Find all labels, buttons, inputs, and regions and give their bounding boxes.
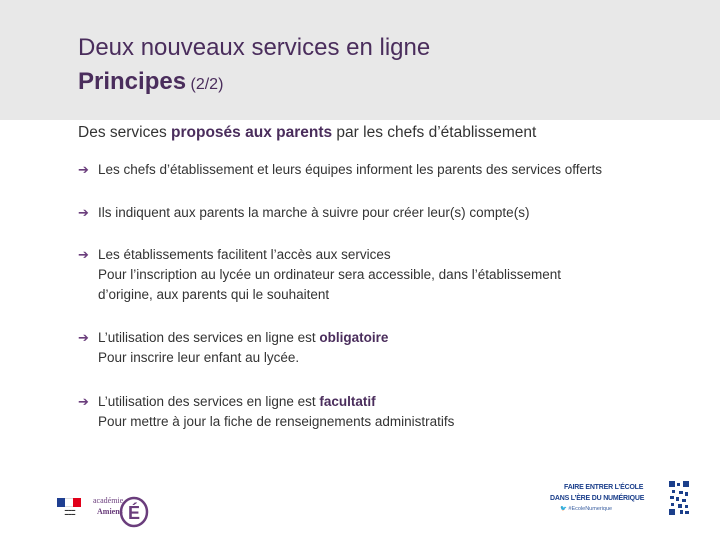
bullet-item bbox=[78, 160, 602, 180]
bullet-text: Les chefs d’établissement et leurs équipes informent les parents des services offerts bbox=[98, 162, 603, 177]
bullet-detail: Pour l’inscription au lycée un ordinateur sera accessible, dans l’établissement bbox=[98, 267, 561, 282]
bullet-item bbox=[78, 392, 454, 432]
arrow-icon: ➔ bbox=[78, 330, 89, 345]
bullet-text-before: L’utilisation des services en ligne est bbox=[98, 394, 320, 409]
section-heading-after: par les chefs d’établissement bbox=[332, 124, 537, 141]
bullet-highlight: obligatoire bbox=[319, 330, 389, 345]
bullet-highlight: facultatif bbox=[319, 394, 376, 409]
slide-subtitle-title bbox=[78, 68, 223, 96]
academie-label: académie bbox=[93, 496, 124, 505]
bullet-item bbox=[78, 245, 561, 305]
arrow-icon: ➔ bbox=[78, 205, 89, 220]
arrow-icon: ➔ bbox=[78, 394, 89, 409]
numerique-line2: DANS L’ÈRE DU NUMÉRIQUE bbox=[550, 495, 645, 502]
title-page-indicator: (2/2) bbox=[186, 76, 224, 93]
title-principes: Principes bbox=[78, 68, 187, 95]
bullet-item bbox=[78, 328, 388, 368]
academie-city: Amiens bbox=[97, 507, 123, 516]
bullet-detail: Pour inscrire leur enfant au lycée. bbox=[98, 350, 300, 365]
section-heading bbox=[78, 124, 536, 142]
bullet-text bbox=[78, 392, 454, 412]
section-heading-bold: proposés aux parents bbox=[171, 124, 333, 141]
academie-e-icon bbox=[119, 490, 149, 528]
numerique-hashtag bbox=[560, 506, 612, 512]
bullet-detail: Pour mettre à jour la fiche de renseignements administratifs bbox=[98, 414, 455, 429]
bullet-text: Les établissements facilitent l’accès aux services bbox=[98, 247, 391, 262]
twitter-icon: 🐦 bbox=[560, 506, 567, 512]
bullet-detail: d’origine, aux parents qui le souhaitent bbox=[98, 287, 330, 302]
qr-code-icon bbox=[668, 480, 690, 516]
academie-e-letter: É bbox=[127, 503, 141, 523]
bullet-text bbox=[78, 328, 388, 348]
marianne-logo bbox=[54, 498, 86, 520]
section-heading-before: Des services bbox=[78, 124, 172, 141]
arrow-icon: ➔ bbox=[78, 247, 89, 262]
numerique-line1: FAIRE ENTRER L’ÉCOLE bbox=[564, 484, 644, 491]
ecole-numerique-logo bbox=[550, 480, 692, 518]
bullet-item bbox=[78, 203, 529, 223]
french-flag-icon bbox=[57, 498, 81, 507]
bullet-text-before: L’utilisation des services en ligne est bbox=[98, 330, 320, 345]
bullet-text: Ils indiquent aux parents la marche à suivre pour créer leur(s) compte(s) bbox=[98, 205, 530, 220]
academie-logo bbox=[93, 488, 155, 530]
arrow-icon: ➔ bbox=[78, 162, 89, 177]
hashtag-text: #EcoleNumerique bbox=[568, 506, 613, 512]
slide-title: Deux nouveaux services en ligne bbox=[78, 34, 431, 61]
ministry-caption-graphic: ▬▬▬ ▬▬▬ bbox=[64, 508, 76, 516]
